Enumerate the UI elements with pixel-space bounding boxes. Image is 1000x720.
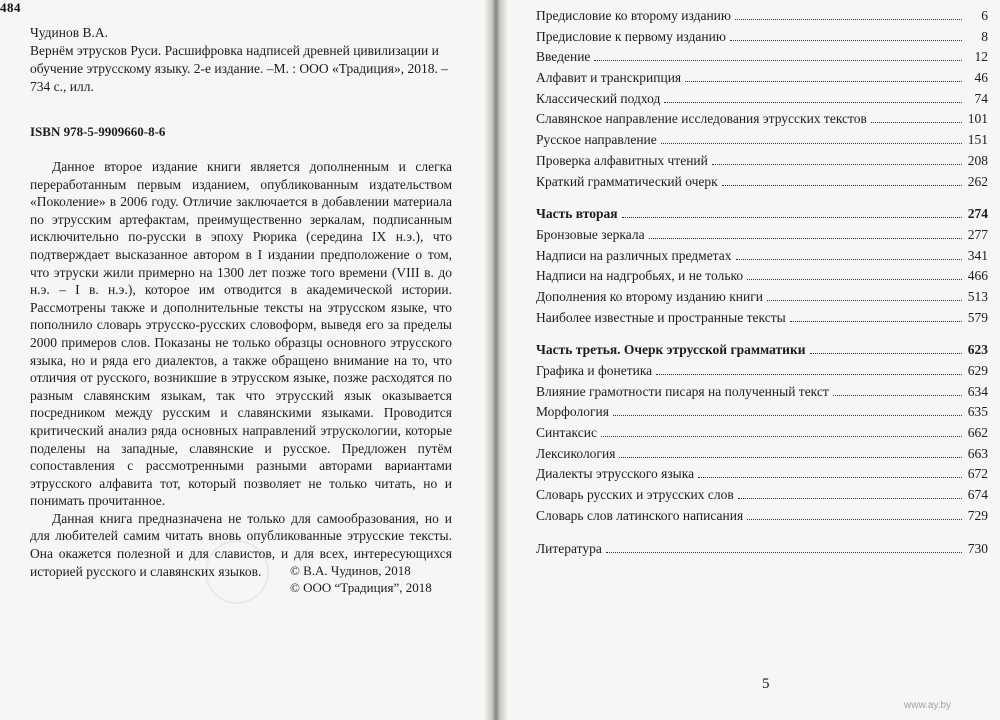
toc-leader-dots [810, 353, 962, 354]
toc-entry [536, 227, 988, 248]
toc-entry-title: Графика и фонетика [536, 363, 653, 378]
toc-entry-page: 274 [967, 206, 988, 222]
toc-leader-dots [601, 436, 962, 437]
toc-entry-page: 46 [974, 70, 988, 86]
toc-entry-page: 674 [967, 487, 988, 503]
author-line: Чудинов В.А. [30, 25, 108, 40]
toc-entry [536, 487, 988, 508]
corner-page-mark: 484 [0, 0, 21, 15]
toc-entry-title: Русское направление [536, 132, 657, 148]
isbn: ISBN 978-5-9909660-8-6 [30, 124, 166, 139]
toc-entry [536, 404, 988, 425]
toc-entry-page: 672 [967, 466, 988, 482]
toc-entry-page: 12 [974, 49, 988, 65]
toc-entry-title: Алфавит и транскрипция [536, 70, 682, 86]
toc-entry [536, 174, 988, 195]
toc-entry [536, 466, 988, 487]
toc-entry-page: 277 [967, 226, 988, 242]
toc-entry-page: 623 [967, 342, 988, 358]
toc-leader-dots [661, 143, 962, 144]
toc-entry [536, 363, 988, 384]
toc-leader-dots [736, 259, 963, 260]
toc-entry [536, 384, 988, 405]
toc-entry-title: Введение [536, 49, 591, 65]
book-spine-shadow [484, 0, 508, 720]
toc-entry-title: Надписи на различных предметах [536, 247, 732, 263]
toc-entry-title: Предисловие к первому изданию [536, 28, 726, 44]
toc-entry-title: Бронзовые зеркала [536, 226, 645, 242]
toc-entry-page: 466 [967, 268, 988, 284]
toc-entry-page: 208 [967, 152, 988, 168]
toc-entry-page: 729 [967, 507, 988, 523]
toc-entry-title: Синтаксис [536, 425, 597, 441]
toc-entry-page: 74 [974, 90, 988, 106]
watermark: www.ay.by [904, 700, 952, 711]
toc-entry [536, 132, 988, 153]
table-of-contents [536, 8, 988, 561]
toc-entry-page: 635 [967, 404, 988, 420]
toc-leader-dots [722, 185, 962, 186]
toc-leader-dots [871, 122, 962, 123]
copyright-line: © ООО “Традиция”, 2018 [290, 580, 432, 595]
abstract [30, 158, 452, 580]
toc-entry [536, 268, 988, 289]
toc-entry-title: Надписи на надгробьях, и не только [536, 268, 744, 284]
toc-entry-title: Словарь русских и этрусских слов [536, 487, 734, 503]
toc-leader-dots [747, 279, 962, 280]
left-page [0, 0, 492, 720]
toc-entry-page: 730 [967, 540, 988, 556]
toc-entry-title: Дополнения ко второму изданию книги [536, 288, 764, 304]
toc-entry-page: 262 [967, 173, 988, 189]
toc-entry [536, 111, 988, 132]
toc-leader-dots [833, 395, 962, 396]
toc-leader-dots [735, 19, 962, 20]
toc-leader-dots [619, 457, 962, 458]
toc-entry-page: 579 [967, 309, 988, 325]
toc-leader-dots [685, 81, 962, 82]
toc-leader-dots [712, 164, 962, 165]
toc-leader-dots [747, 519, 962, 520]
toc-section-3 [536, 342, 988, 528]
toc-leader-dots [613, 415, 962, 416]
toc-leader-dots [594, 60, 962, 61]
toc-section-2 [536, 206, 988, 330]
toc-leader-dots [730, 40, 962, 41]
toc-leader-dots [606, 552, 962, 553]
toc-entry-page: 341 [967, 247, 988, 263]
toc-entry-page: 6 [981, 8, 988, 23]
toc-entry [536, 153, 988, 174]
toc-entry [536, 206, 988, 227]
toc-entry-title: Морфология [536, 404, 609, 420]
toc-entry-title: Лексикология [536, 445, 616, 461]
toc-leader-dots [656, 374, 962, 375]
biblio-line: обучение этрусскому языку. 2-е издание. –М. : ООО «Традиция», 2018. – [30, 61, 448, 76]
biblio-line: 734 с., илл. [30, 79, 94, 94]
toc-entry-title: Классический подход [536, 90, 661, 106]
toc-entry-title: Краткий грамматический очерк [536, 173, 718, 189]
copyright-block [290, 562, 432, 596]
toc-leader-dots [738, 498, 962, 499]
copyright-line: © В.А. Чудинов, 2018 [290, 563, 411, 578]
toc-entry [536, 310, 988, 331]
toc-entry-title: Часть вторая [536, 206, 618, 222]
toc-entry-page: 662 [967, 425, 988, 441]
toc-entry-page: 663 [967, 445, 988, 461]
toc-leader-dots [622, 217, 962, 218]
toc-entry-page: 8 [981, 28, 988, 44]
toc-entry-page: 634 [967, 383, 988, 399]
biblio-line: Вернём этрусков Руси. Расшифровка надписей древней цивилизации и [30, 43, 439, 58]
toc-leader-dots [698, 477, 962, 478]
toc-leader-dots [767, 300, 962, 301]
toc-entry [536, 508, 988, 529]
toc-entry [536, 70, 988, 91]
toc-entry [536, 248, 988, 269]
toc-entry-title: Влияние грамотности писаря на полученный текст [536, 383, 829, 399]
abstract-paragraph: Данное второе издание книги является дополненным и слегка переработанным первым изданием, опубликованным издательством «Поколение» в 2006 году. Отличие заключается в добавлении материала по этрусским артефактам, преимущественно зеркалам, подписанным исключительно по-русски в эпоху Рюрика (середина IX н.э.), что подтверждает высказанное автором в I издании предположение о том, что этруски жили примерно на 1300 лет позже того времени (VIII в. до н.э. – I в. н.э.), которое им отводится в академической истории. Рассмотрены также и дополнительные тексты на этрусском языке, что пополнило словарь этрусско-русских словоформ, выведя его за пределы 2000 примеров слов. Показаны не только образцы основного этрусского языка, но и ряда его диалектов, а также обращено внимание на то, что отличия от русского, возникшие в этрусском языке, позже расходятся по разным славянским языкам, так что этрусский язык оказывается посредником между русским и славянскими языками. Проводится критический анализ ряда основных направлений этрускологии, которые поделены на западные, славянские и русское. Предложен путём сопоставления с рассмотренными разными авторами вариантами этрусского алфавита тот, который позволяет не только читать, но и понимать прочитанное. [30, 159, 452, 509]
publisher-logo-ghost [205, 540, 269, 604]
toc-entry-title: Словарь слов латинского написания [536, 507, 744, 523]
toc-leader-dots [790, 321, 962, 322]
toc-section-1 [536, 8, 988, 194]
toc-entry [536, 8, 988, 29]
toc-entry [536, 425, 988, 446]
toc-entry-title: Литература [536, 540, 602, 556]
toc-entry [536, 289, 988, 310]
abstract-paragraph: Данная книга предназначена не только для самообразования, но и для любителей самим читать вновь опубликованные этрусские тексты. Она окажется полезной и для славистов, и для всех, интересующихся историей русского и славянских языков. [30, 510, 452, 579]
bibliographic-record [30, 24, 450, 96]
toc-entry-page: 513 [967, 288, 988, 304]
toc-entry-title: Славянское направление исследования этрусских текстов [536, 111, 867, 127]
toc-entry [536, 49, 988, 70]
toc-entry [536, 91, 988, 112]
toc-entry-title: Проверка алфавитных чтений [536, 152, 708, 168]
toc-entry-page: 101 [967, 111, 988, 127]
toc-entry [536, 541, 988, 562]
toc-entry-title: Часть третья. Очерк этрусской грамматики [536, 342, 806, 358]
toc-leader-dots [649, 238, 962, 239]
toc-section-4 [536, 541, 988, 562]
toc-entry-title: Диалекты этрусского языка [536, 466, 695, 482]
toc-entry [536, 342, 988, 363]
toc-entry-page: 629 [967, 363, 988, 378]
toc-entry [536, 29, 988, 50]
toc-entry-title: Предисловие ко второму изданию [536, 8, 731, 23]
toc-entry [536, 446, 988, 467]
toc-entry-title: Наиболее известные и пространные тексты [536, 309, 786, 325]
toc-leader-dots [664, 102, 962, 103]
toc-entry-page: 151 [967, 132, 988, 148]
page-number: 5 [762, 676, 770, 692]
